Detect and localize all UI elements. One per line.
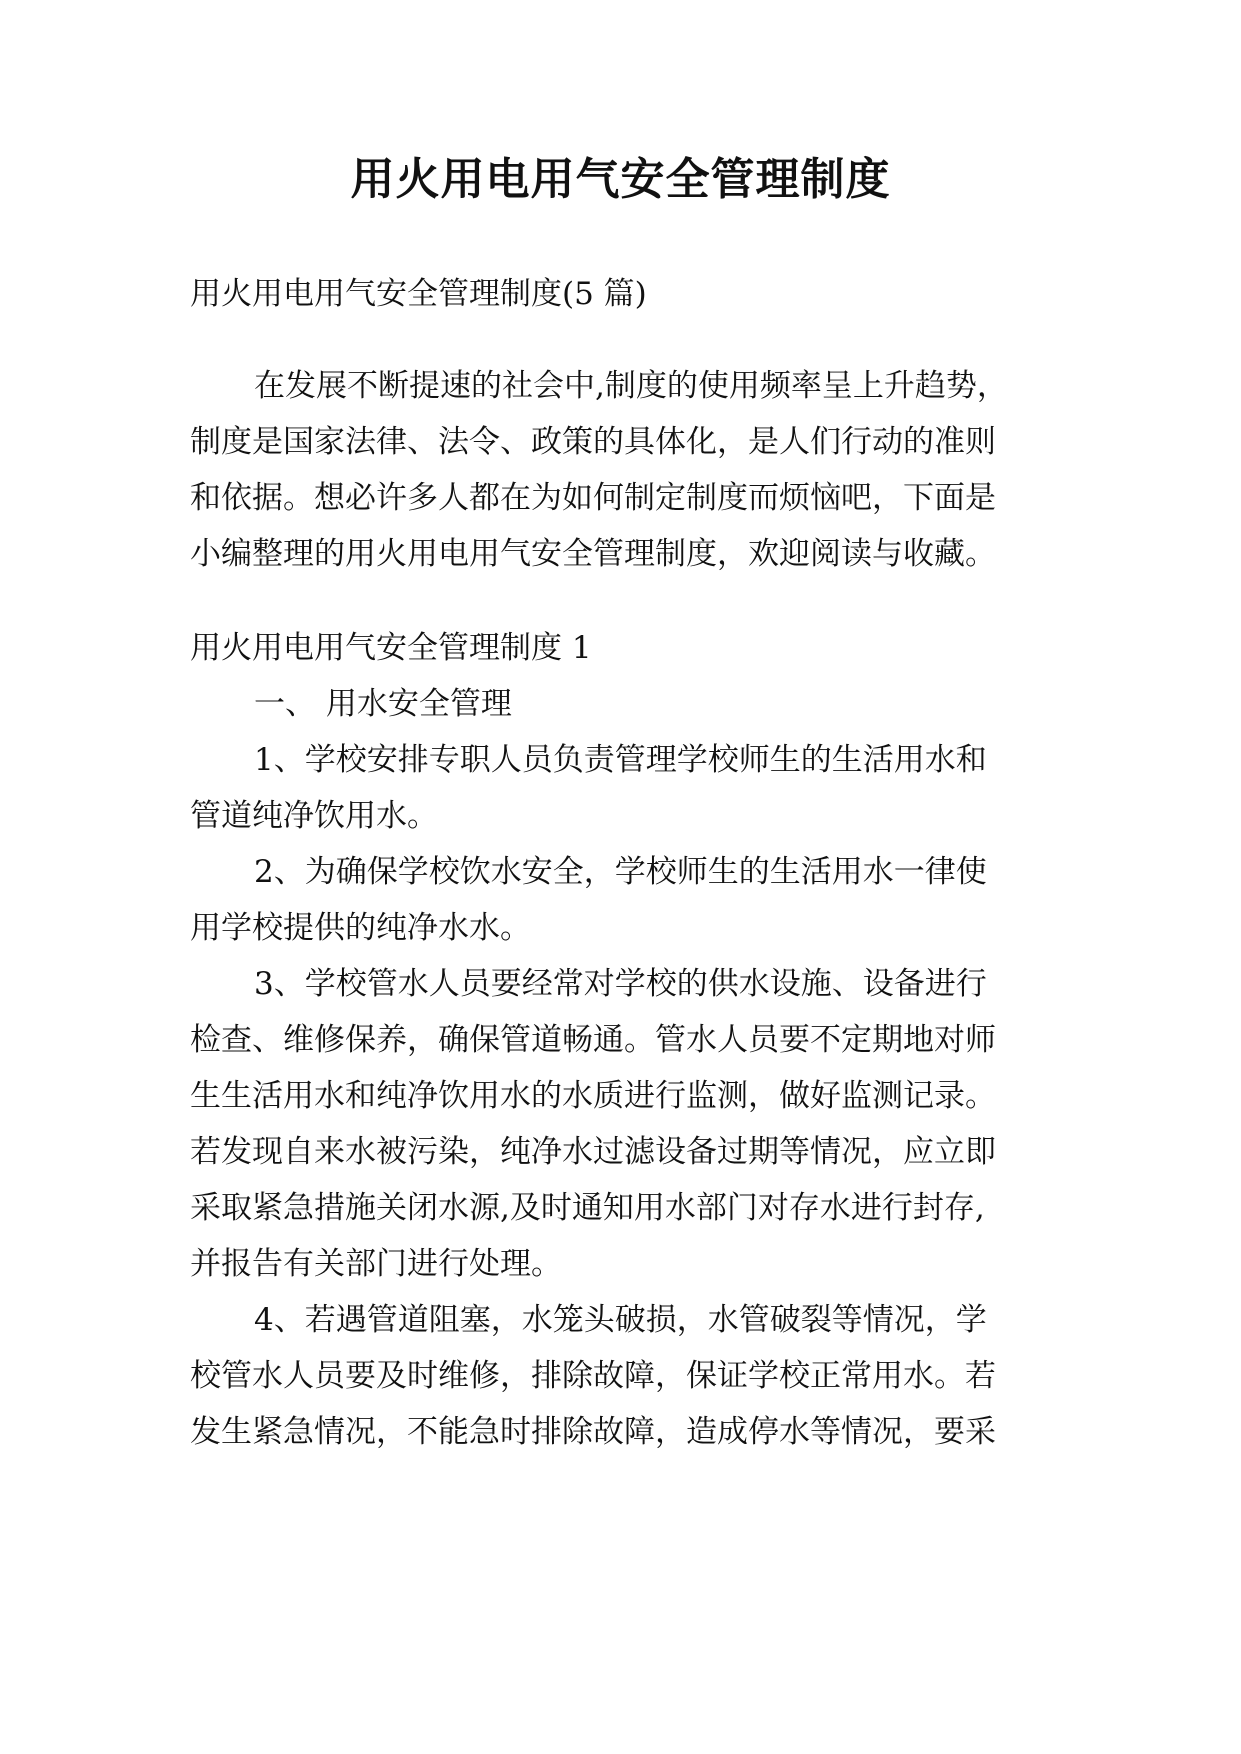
item-paragraph-2 [190,844,1070,956]
item-line: 采取紧急措施关闭水源,及时通知用水部门对存水进行封存, [190,1190,985,1226]
subsection-heading [190,676,1070,732]
subtitle-line: 用火用电用气安全管理制度(5 篇) [190,276,647,312]
item-paragraph-4 [190,1292,1070,1460]
intro-paragraph [190,358,1070,582]
section-heading-text: 用火用电用气安全管理制度 1 [190,630,592,666]
intro-line: 和依据。想必许多人都在为如何制定制度而烦恼吧，下面是 [190,480,996,516]
item-paragraph-3 [190,956,1070,1292]
item-line: 并报告有关部门进行处理。 [190,1246,562,1282]
intro-line: 在发展不断提速的社会中,制度的使用频率呈上升趋势， [254,368,1008,404]
intro-line: 制度是国家法律、法令、政策的具体化，是人们行动的准则 [190,424,996,460]
item-line: 3、学校管水人员要经常对学校的供水设施、设备进行 [254,966,987,1002]
document-subtitle [190,266,1070,322]
item-line: 1、学校安排专职人员负责管理学校师生的生活用水和 [254,742,987,778]
item-line: 2、为确保学校饮水安全，学校师生的生活用水一律使 [254,854,987,890]
item-line: 生生活用水和纯净饮用水的水质进行监测，做好监测记录。 [190,1078,996,1114]
item-line: 若发现自来水被污染，纯净水过滤设备过期等情况，应立即 [190,1134,996,1170]
item-line: 用学校提供的纯净水水。 [190,910,531,946]
intro-line: 小编整理的用火用电用气安全管理制度，欢迎阅读与收藏。 [190,536,996,572]
item-line: 4、若遇管道阻塞，水笼头破损，水管破裂等情况，学 [254,1302,987,1338]
item-line: 校管水人员要及时维修，排除故障，保证学校正常用水。若 [190,1358,996,1394]
subsection-heading-text: 一、 用水安全管理 [254,686,512,722]
document-title: 用火用电用气安全管理制度 [350,154,891,205]
item-line: 管道纯净饮用水。 [190,798,438,834]
item-line: 发生紧急情况，不能急时排除故障，造成停水等情况，要采 [190,1414,996,1450]
item-line: 检查、维修保养，确保管道畅通。管水人员要不定期地对师 [190,1022,996,1058]
section-heading [190,620,1070,676]
item-paragraph-1 [190,732,1070,844]
